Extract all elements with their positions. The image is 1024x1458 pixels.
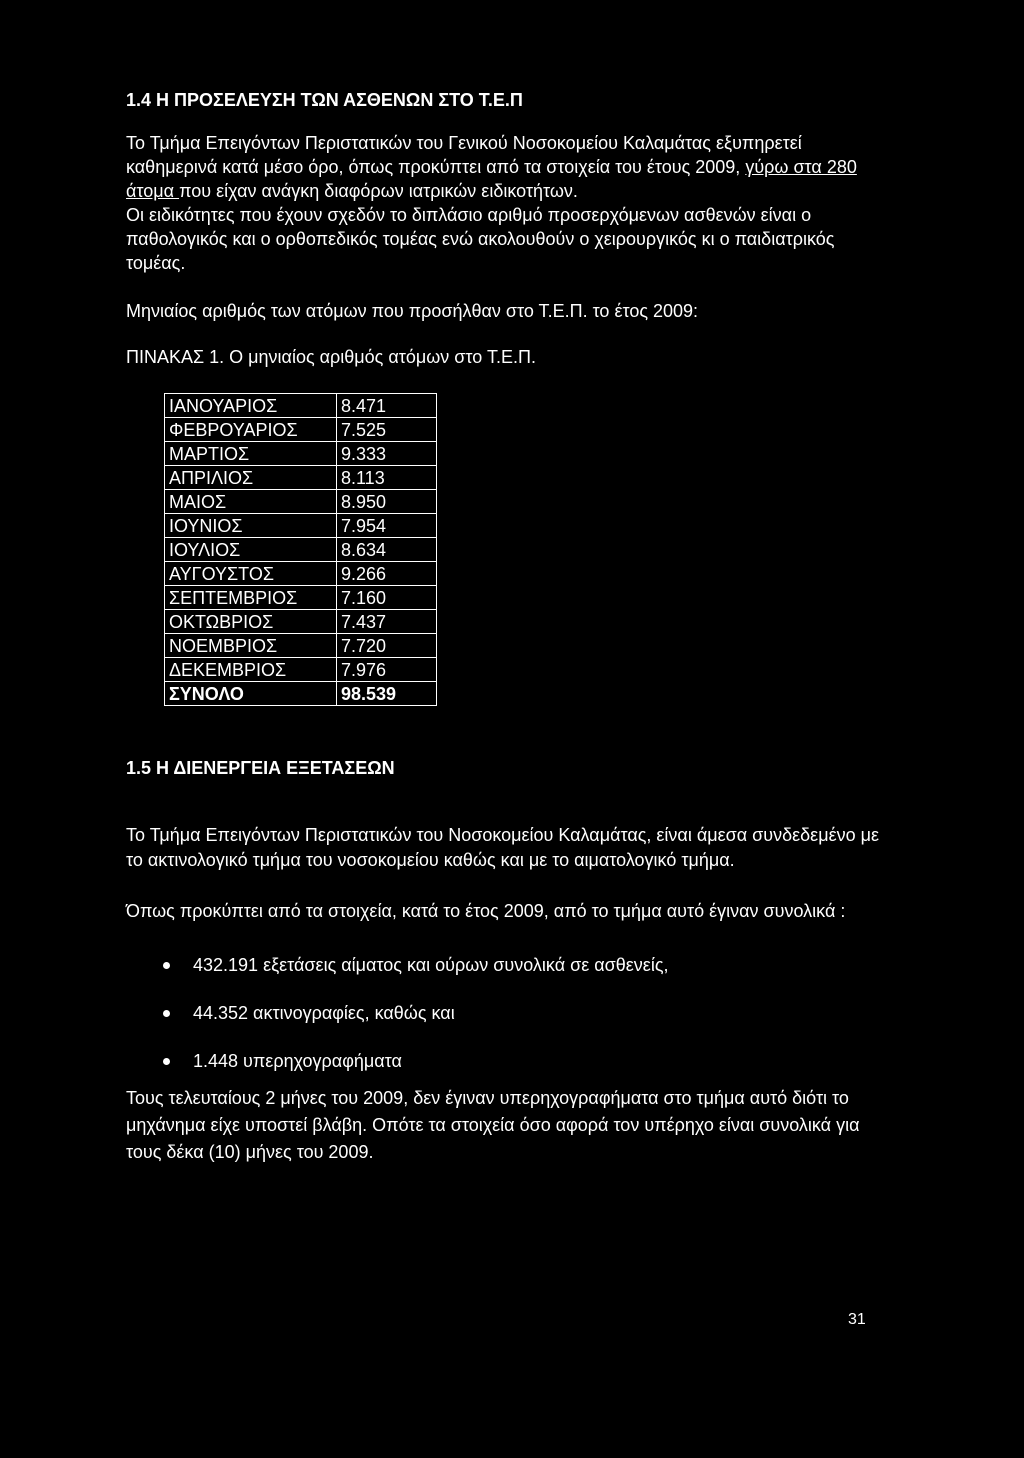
table-cell-month: ΑΥΓΟΥΣΤΟΣ (165, 562, 337, 586)
table-caption: ΠΙΝΑΚΑΣ 1. Ο μηνιαίος αριθμός ατόμων στο Τ.Ε.Π. (126, 347, 536, 367)
bullet-icon (163, 962, 170, 969)
list-item-text: 1.448 υπερηχογραφήματα (193, 1051, 402, 1071)
list-item (126, 953, 886, 1001)
monthly-table-wrapper (164, 393, 886, 706)
table-row (165, 634, 437, 658)
table-cell-value: 8.113 (337, 466, 437, 490)
table-cell-value: 7.720 (337, 634, 437, 658)
paragraph-1-text-end: που είχαν ανάγκη διαφόρων ιατρικών ειδικοτήτων. (179, 181, 578, 201)
table-cell-month: ΜΑΡΤΙΟΣ (165, 442, 337, 466)
table-total-label: ΣΥΝΟΛΟ (165, 682, 337, 706)
list-item-text: 44.352 ακτινογραφίες, καθώς και (193, 1003, 455, 1023)
paragraph-1-underlined-text: γύρω στα 280 άτομα (126, 157, 857, 201)
section-1-4-paragraph-3: Μηνιαίος αριθμός των ατόμων που προσήλθαν στο Τ.Ε.Π. το έτος 2009: (126, 301, 699, 321)
list-item-text: 432.191 εξετάσεις αίματος και ούρων συνολικά σε ασθενείς, (193, 955, 669, 975)
table-row (165, 490, 437, 514)
section-1-5-paragraph-2: Όπως προκύπτει από τα στοιχεία, κατά το έτος 2009, από το τμήμα αυτό έγιναν συνολικά : (126, 901, 846, 921)
table-row (165, 586, 437, 610)
monthly-patients-table (164, 393, 437, 706)
list-item (126, 1049, 886, 1085)
section-1-5-heading: 1.5 Η ΔΙΕΝΕΡΓΕΙΑ ΕΞΕΤΑΣΕΩΝ (126, 758, 395, 778)
table-row (165, 538, 437, 562)
bullet-icon (163, 1010, 170, 1017)
table-row (165, 658, 437, 682)
bullet-icon (163, 1058, 170, 1065)
table-cell-value: 8.950 (337, 490, 437, 514)
table-cell-month: ΙΟΥΝΙΟΣ (165, 514, 337, 538)
table-cell-month: ΙΟΥΛΙΟΣ (165, 538, 337, 562)
table-row (165, 610, 437, 634)
section-1-5-paragraph-1: Το Τμήμα Επειγόντων Περιστατικών του Νοσοκομείου Καλαμάτας, είναι άμεσα συνδεδεμένο με το ακτινολογικό τμήμα του νοσοκομείου καθώς και με το αιματολογικό τμήμα. (126, 825, 880, 870)
table-cell-value: 7.954 (337, 514, 437, 538)
section-1-4-heading: 1.4 Η ΠΡΟΣΕΛΕΥΣΗ ΤΩΝ ΑΣΘΕΝΩΝ ΣΤΟ Τ.Ε.Π (126, 90, 523, 110)
table-cell-value: 8.471 (337, 394, 437, 418)
table-cell-value: 7.160 (337, 586, 437, 610)
table-cell-value: 7.525 (337, 418, 437, 442)
section-1-4-paragraph-2: Οι ειδικότητες που έχουν σχεδόν το διπλάσιο αριθμό προσερχόμενων ασθενών είναι ο παθολογικός και ο ορθοπεδικός τομέας ενώ ακολουθούν ο χειρουργικός κι ο παιδιατρικός τομέας. (126, 205, 835, 273)
table-row (165, 466, 437, 490)
table-row (165, 442, 437, 466)
paragraph-1-text-start: Το Τμήμα Επειγόντων Περιστατικών του Γενικού Νοσοκομείου Καλαμάτας εξυπηρετεί καθημερινά κατά μέσο όρο, όπως προκύπτει από τα στοιχεία του έτους 2009, (126, 133, 802, 177)
table-cell-value: 7.437 (337, 610, 437, 634)
page-number: 31 (848, 1311, 866, 1328)
table-cell-month: ΦΕΒΡΟΥΑΡΙΟΣ (165, 418, 337, 442)
table-cell-month: ΝΟΕΜΒΡΙΟΣ (165, 634, 337, 658)
section-1-4-paragraph-1 (126, 131, 886, 203)
table-cell-value: 8.634 (337, 538, 437, 562)
table-row (165, 418, 437, 442)
document-page (126, 88, 886, 1166)
table-total-value: 98.539 (337, 682, 437, 706)
table-cell-month: ΣΕΠΤΕΜΒΡΙΟΣ (165, 586, 337, 610)
section-1-5-paragraph-3: Τους τελευταίους 2 μήνες του 2009, δεν έγιναν υπερηχογραφήματα στο τμήμα αυτό διότι το μηχάνημα είχε υποστεί βλάβη. Οπότε τα στοιχεία όσο αφορά τον υπέρηχο είναι συνολικά για τους δέκα (10) μήνες του 2009. (126, 1088, 860, 1162)
list-item (126, 1001, 886, 1049)
table-row (165, 562, 437, 586)
table-cell-month: ΜΑΙΟΣ (165, 490, 337, 514)
exam-totals-list (126, 953, 886, 1085)
table-row (165, 514, 437, 538)
table-cell-value: 9.333 (337, 442, 437, 466)
table-cell-month: ΑΠΡΙΛΙΟΣ (165, 466, 337, 490)
table-cell-month: ΔΕΚΕΜΒΡΙΟΣ (165, 658, 337, 682)
table-row (165, 394, 437, 418)
table-cell-value: 9.266 (337, 562, 437, 586)
table-cell-month: ΟΚΤΩΒΡΙΟΣ (165, 610, 337, 634)
table-total-row (165, 682, 437, 706)
table-cell-month: ΙΑΝΟΥΑΡΙΟΣ (165, 394, 337, 418)
table-cell-value: 7.976 (337, 658, 437, 682)
